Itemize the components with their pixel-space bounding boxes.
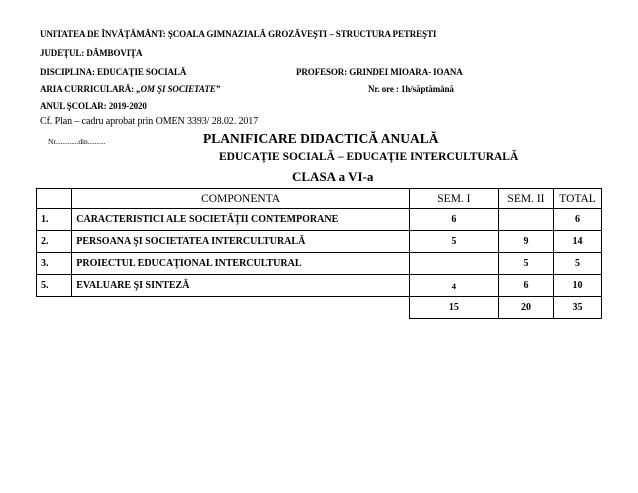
header-total: TOTAL	[554, 189, 602, 209]
table-row	[37, 253, 602, 275]
row-component: PERSOANA ŞI SOCIETATEA INTERCULTURALĂ	[72, 231, 410, 253]
hours-per-week: Nr. ore : 1h/săptămână	[368, 84, 454, 94]
class-title: CLASA a VI-a	[292, 169, 374, 184]
row-number: 1.	[37, 209, 72, 231]
discipline: DISCIPLINA: EDUCAŢIE SOCIALĂ	[40, 67, 187, 77]
table-row	[37, 209, 602, 231]
header-sem1: SEM. I	[409, 189, 498, 209]
subject-title: EDUCAŢIE SOCIALĂ – EDUCAŢIE INTERCULTURALĂ	[219, 151, 519, 163]
county: JUDEŢUL: DÂMBOVIŢA	[40, 48, 143, 58]
table-row	[37, 275, 602, 297]
plan-reference: Cf. Plan – cadru aprobat prin OMEN 3393/ 28.02. 2017	[40, 116, 259, 127]
header-nr	[37, 189, 72, 209]
totals-spacer	[72, 297, 410, 319]
row-total: 14	[554, 231, 602, 253]
totals-row	[37, 297, 602, 319]
row-sem1	[409, 253, 498, 275]
total-overall: 35	[554, 297, 602, 319]
total-sem1: 15	[409, 297, 498, 319]
registration-number: Nr.............din..........	[48, 137, 106, 146]
row-sem1: 6	[409, 209, 498, 231]
row-total: 5	[554, 253, 602, 275]
row-sem2: 6	[498, 275, 553, 297]
totals-spacer	[37, 297, 72, 319]
school-year: ANUL ŞCOLAR: 2019-2020	[40, 101, 147, 111]
row-sem2	[498, 209, 553, 231]
page-title: PLANIFICARE DIDACTICĂ ANUALĂ	[203, 131, 439, 146]
header-sem2: SEM. II	[498, 189, 553, 209]
curricular-area-label: ARIA CURRICULARĂ:	[40, 84, 137, 94]
curricular-area	[40, 84, 220, 94]
row-number: 2.	[37, 231, 72, 253]
curricular-area-value: „OM ŞI SOCIETATE”	[136, 84, 221, 94]
table-row	[37, 231, 602, 253]
row-component: PROIECTUL EDUCAŢIONAL INTERCULTURAL	[72, 253, 410, 275]
row-total: 10	[554, 275, 602, 297]
school-name: UNITATEA DE ÎNVĂŢĂMÂNT: ŞCOALA GIMNAZIALĂ GROZĂVEŞTI – STRUCTURA PETREŞTI	[40, 29, 437, 39]
total-sem2: 20	[498, 297, 553, 319]
teacher: PROFESOR: GRINDEI MIOARA- IOANA	[296, 67, 463, 77]
row-component: CARACTERISTICI ALE SOCIETĂŢII CONTEMPORANE	[72, 209, 410, 231]
header-component: COMPONENTA	[72, 189, 410, 209]
row-sem1: 5	[409, 231, 498, 253]
row-sem2: 5	[498, 253, 553, 275]
row-sem2: 9	[498, 231, 553, 253]
row-component: EVALUARE ŞI SINTEZĂ	[72, 275, 410, 297]
table-header-row	[37, 189, 602, 209]
planning-table	[36, 188, 602, 319]
row-number: 3.	[37, 253, 72, 275]
row-total: 6	[554, 209, 602, 231]
row-number: 5.	[37, 275, 72, 297]
row-sem1: 4	[409, 275, 498, 297]
